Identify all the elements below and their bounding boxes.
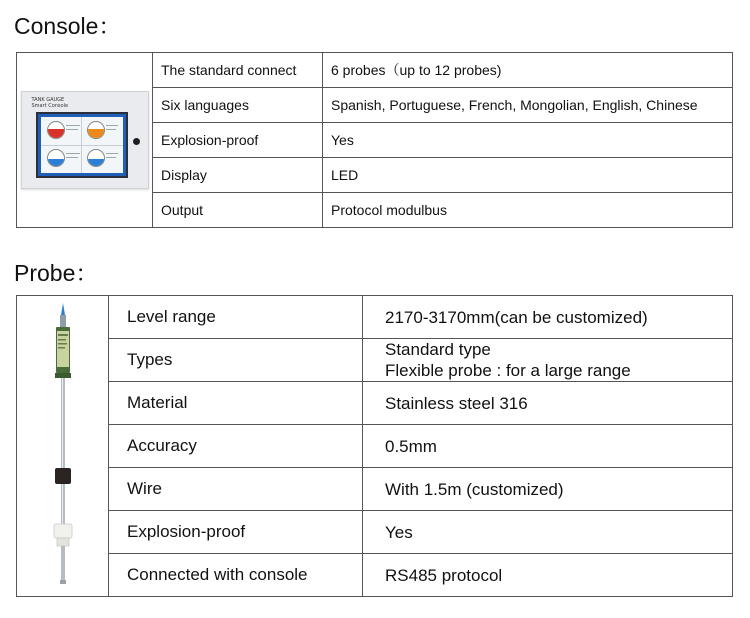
spec-key: Connected with console [109,554,363,597]
spec-key: Explosion-proof [153,123,323,158]
spec-value: Spanish, Portuguese, French, Mongolian, English, Chinese [323,88,733,123]
console-spec-table [16,52,733,228]
probe-section-title: Probe： [14,260,99,286]
spec-value: 2170-3170mm(can be customized) [363,296,733,339]
table-row [17,382,733,425]
table-row [17,296,733,339]
spec-value: With 1.5m (customized) [363,468,733,511]
spec-key: Material [109,382,363,425]
spec-value [363,339,733,382]
spec-key: Types [109,339,363,382]
spec-key: Level range [109,296,363,339]
spec-key: Output [153,193,323,228]
power-button-icon [133,138,140,145]
spec-value: LED [323,158,733,193]
spec-key: Six languages [153,88,323,123]
probe-image-cell [17,296,109,597]
console-image-cell [17,53,153,228]
spec-value: 0.5mm [363,425,733,468]
table-row [17,339,733,382]
table-row [17,554,733,597]
level-dial-icon [87,121,105,139]
spec-value: 6 probes（up to 12 probes) [323,53,733,88]
spec-value: Protocol modulbus [323,193,733,228]
console-device-image [21,91,149,189]
table-row [17,511,733,554]
spec-key: Display [153,158,323,193]
spec-value-line: Standard type [385,340,491,359]
spec-key: Accuracy [109,425,363,468]
table-row [17,53,733,88]
level-dial-icon [87,149,105,167]
table-row [17,468,733,511]
console-section-title: Console： [14,13,122,39]
spec-value-line: Flexible probe : for a large range [385,361,631,380]
console-brand-logo: TANK GAUGE Smart Console [31,97,69,109]
probe-device-image [43,301,83,591]
spec-key: The standard connect [153,53,323,88]
level-dial-icon [47,149,65,167]
spec-key: Explosion-proof [109,511,363,554]
spec-value: Yes [323,123,733,158]
probe-spec-table [16,295,733,597]
table-row [17,425,733,468]
spec-value: RS485 protocol [363,554,733,597]
level-dial-icon [47,121,65,139]
console-screen [36,112,128,178]
spec-value: Yes [363,511,733,554]
spec-key: Wire [109,468,363,511]
spec-value: Stainless steel 316 [363,382,733,425]
